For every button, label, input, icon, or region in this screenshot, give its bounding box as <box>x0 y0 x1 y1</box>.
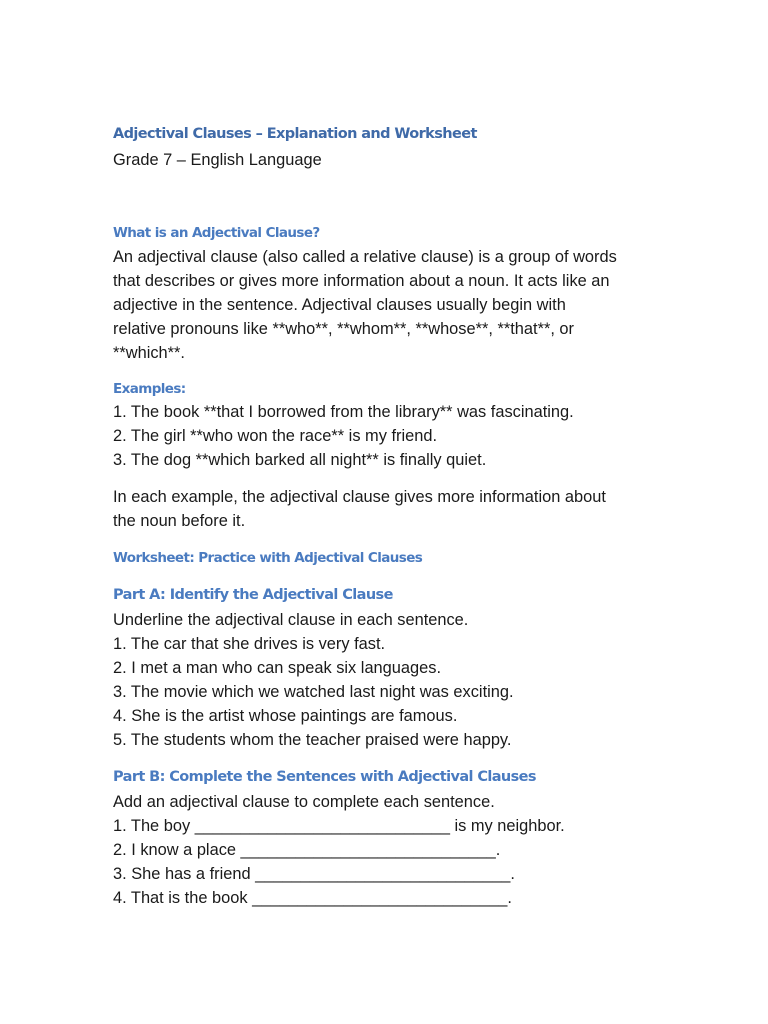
document-title: Adjectival Clauses – Explanation and Worksheet <box>113 126 477 142</box>
part-a-instruction: Underline the adjectival clause in each sentence. <box>113 611 469 629</box>
worksheet-heading: Worksheet: Practice with Adjectival Clauses <box>113 550 423 566</box>
example-item: 3. The dog **which barked all night** is finally quiet. <box>113 451 487 469</box>
definition-paragraph <box>113 245 673 365</box>
part-b-instruction: Add an adjectival clause to complete each sentence. <box>113 793 495 811</box>
part-b-item: 1. The boy ____________________________ is my neighbor. <box>113 817 565 835</box>
definition-line: **which**. <box>113 344 185 362</box>
part-a-heading: Part A: Identify the Adjectival Clause <box>113 587 393 603</box>
part-a-item: 2. I met a man who can speak six languages. <box>113 659 441 677</box>
definition-line: An adjectival clause (also called a relative clause) is a group of words <box>113 248 617 266</box>
document-subtitle: Grade 7 – English Language <box>113 151 322 169</box>
part-b-item: 2. I know a place ____________________________. <box>113 841 501 859</box>
example-item: 2. The girl **who won the race** is my friend. <box>113 427 438 445</box>
examples-heading: Examples: <box>113 381 186 397</box>
examples-list <box>113 400 673 472</box>
definition-line: that describes or gives more information about a noun. It acts like an <box>113 272 610 290</box>
definition-line: relative pronouns like **who**, **whom**, **whose**, **that**, or <box>113 320 575 338</box>
example-item: 1. The book **that I borrowed from the library** was fascinating. <box>113 403 574 421</box>
examples-note-line: the noun before it. <box>113 512 246 530</box>
part-a-item: 1. The car that she drives is very fast. <box>113 635 386 653</box>
part-b-list <box>113 790 673 910</box>
part-a-item: 4. She is the artist whose paintings are famous. <box>113 707 458 725</box>
part-a-item: 3. The movie which we watched last night was exciting. <box>113 683 514 701</box>
part-a-list <box>113 608 673 752</box>
definition-heading: What is an Adjectival Clause? <box>113 225 320 241</box>
examples-note-line: In each example, the adjectival clause gives more information about <box>113 488 606 506</box>
part-b-item: 4. That is the book ____________________________. <box>113 889 512 907</box>
definition-line: adjective in the sentence. Adjectival clauses usually begin with <box>113 296 566 314</box>
part-b-item: 3. She has a friend ____________________________. <box>113 865 515 883</box>
part-b-heading: Part B: Complete the Sentences with Adjectival Clauses <box>113 769 536 785</box>
examples-note <box>113 485 673 533</box>
part-a-item: 5. The students whom the teacher praised were happy. <box>113 731 512 749</box>
